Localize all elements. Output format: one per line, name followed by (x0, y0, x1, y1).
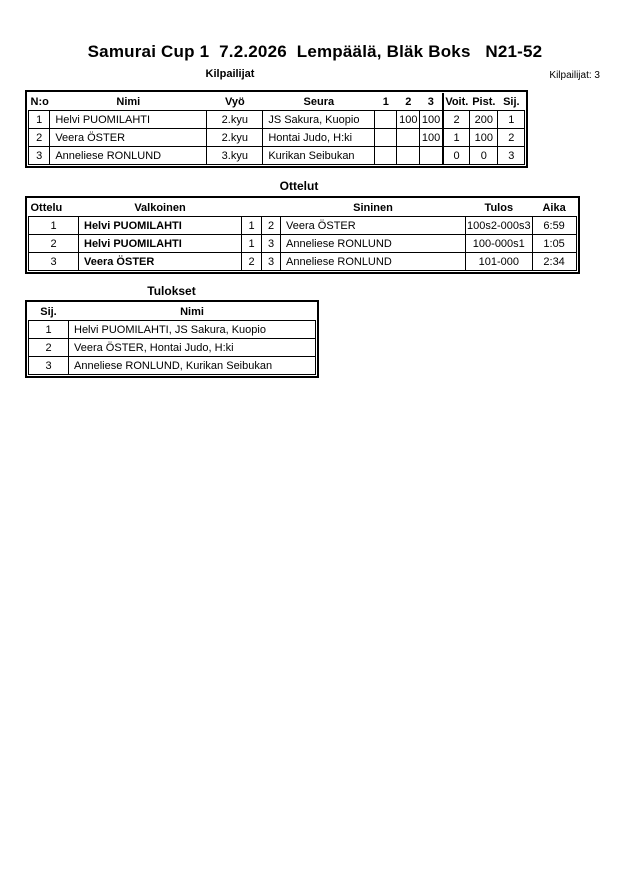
column-header-round-2: 2 (397, 93, 420, 111)
cell-sininen: Anneliese RONLUND (281, 253, 466, 271)
column-header-pist: Pist. (470, 93, 498, 111)
cell-vyo: 2.kyu (207, 129, 263, 147)
column-header-nimi: Nimi (69, 303, 316, 321)
cell-no: 3 (29, 147, 50, 165)
column-header-vyo: Vyö (207, 93, 263, 111)
column-header-round-3: 3 (420, 93, 443, 111)
table-row (29, 147, 525, 165)
column-header-sininen: Sininen (281, 199, 466, 217)
cell-nimi: Veera ÖSTER (50, 129, 207, 147)
column-header-no: N:o (29, 93, 50, 111)
cell-nimi: Helvi PUOMILAHTI (50, 111, 207, 129)
cell-seura: Kurikan Seibukan (263, 147, 375, 165)
section-title-ottelut: Ottelut (279, 179, 319, 193)
page-title: Samurai Cup 1 7.2.2026 Lempäälä, Bläk Boks N21-52 (87, 42, 543, 61)
cell-sij: 1 (498, 111, 525, 129)
cell-aika: 2:34 (532, 253, 576, 271)
tulokset-table (28, 303, 316, 375)
column-header-seura: Seura (263, 93, 375, 111)
cell-sininen: Veera ÖSTER (281, 217, 466, 235)
cell-sij: 2 (498, 129, 525, 147)
table-row (29, 217, 577, 235)
cell-pist: 0 (470, 147, 498, 165)
cell-blue-no: 3 (262, 253, 281, 271)
tulokset-table-frame (25, 300, 319, 378)
table-row (29, 111, 525, 129)
column-header-valkoinen: Valkoinen (79, 199, 242, 217)
table-row (29, 357, 316, 375)
cell-valkoinen: Helvi PUOMILAHTI (79, 217, 242, 235)
table-row (29, 253, 577, 271)
table-row (29, 129, 525, 147)
column-header-ottelu: Ottelu (29, 199, 79, 217)
cell-sininen: Anneliese RONLUND (281, 235, 466, 253)
cell-round-2: 100 (397, 111, 420, 129)
cell-pist: 100 (470, 129, 498, 147)
cell-round-1 (375, 111, 397, 129)
cell-vyo: 3.kyu (207, 147, 263, 165)
cell-no: 2 (29, 129, 50, 147)
column-header-blue-no (262, 199, 281, 217)
cell-white-no: 2 (242, 253, 262, 271)
cell-no: 1 (29, 111, 50, 129)
kilpailijat-table-frame (25, 90, 528, 168)
table-row (29, 339, 316, 357)
cell-round-1 (375, 129, 397, 147)
cell-pist: 200 (470, 111, 498, 129)
cell-nimi: Anneliese RONLUND, Kurikan Seibukan (69, 357, 316, 375)
section-title-kilpailijat: Kilpailijat (205, 68, 255, 80)
cell-sij: 2 (29, 339, 69, 357)
cell-round-1 (375, 147, 397, 165)
column-header-round-1: 1 (375, 93, 397, 111)
cell-blue-no: 3 (262, 235, 281, 253)
cell-seura: JS Sakura, Kuopio (263, 111, 375, 129)
competitors-count: Kilpailijat: 3 (549, 70, 600, 81)
cell-tulos: 101-000 (466, 253, 533, 271)
cell-sij: 1 (29, 321, 69, 339)
cell-nimi: Helvi PUOMILAHTI, JS Sakura, Kuopio (69, 321, 316, 339)
ottelut-header-row (29, 199, 577, 217)
column-header-nimi: Nimi (50, 93, 207, 111)
section-title-tulokset: Tulokset (147, 284, 196, 298)
kilpailijat-table (28, 93, 525, 165)
cell-round-3: 100 (420, 129, 443, 147)
cell-round-2 (397, 147, 420, 165)
tulokset-header-row (29, 303, 316, 321)
cell-tulos: 100-000s1 (466, 235, 533, 253)
cell-round-2 (397, 129, 420, 147)
cell-voit: 0 (443, 147, 470, 165)
column-header-voit: Voit. (443, 93, 470, 111)
cell-ottelu: 1 (29, 217, 79, 235)
ottelut-table-frame (25, 196, 580, 274)
kilpailijat-header-row (29, 93, 525, 111)
column-header-sij: Sij. (498, 93, 525, 111)
table-row (29, 235, 577, 253)
column-header-white-no (242, 199, 262, 217)
cell-ottelu: 3 (29, 253, 79, 271)
cell-tulos: 100s2-000s3 (466, 217, 533, 235)
column-header-sij: Sij. (29, 303, 69, 321)
cell-nimi: Veera ÖSTER, Hontai Judo, H:ki (69, 339, 316, 357)
cell-blue-no: 2 (262, 217, 281, 235)
cell-aika: 1:05 (532, 235, 576, 253)
cell-round-3: 100 (420, 111, 443, 129)
cell-valkoinen: Veera ÖSTER (79, 253, 242, 271)
cell-sij: 3 (29, 357, 69, 375)
cell-vyo: 2.kyu (207, 111, 263, 129)
cell-valkoinen: Helvi PUOMILAHTI (79, 235, 242, 253)
cell-white-no: 1 (242, 235, 262, 253)
column-header-tulos: Tulos (466, 199, 533, 217)
cell-nimi: Anneliese RONLUND (50, 147, 207, 165)
cell-voit: 2 (443, 111, 470, 129)
cell-ottelu: 2 (29, 235, 79, 253)
column-header-aika: Aika (532, 199, 576, 217)
cell-voit: 1 (443, 129, 470, 147)
cell-aika: 6:59 (532, 217, 576, 235)
cell-seura: Hontai Judo, H:ki (263, 129, 375, 147)
cell-round-3 (420, 147, 443, 165)
table-row (29, 321, 316, 339)
cell-sij: 3 (498, 147, 525, 165)
cell-white-no: 1 (242, 217, 262, 235)
ottelut-table (28, 199, 577, 271)
